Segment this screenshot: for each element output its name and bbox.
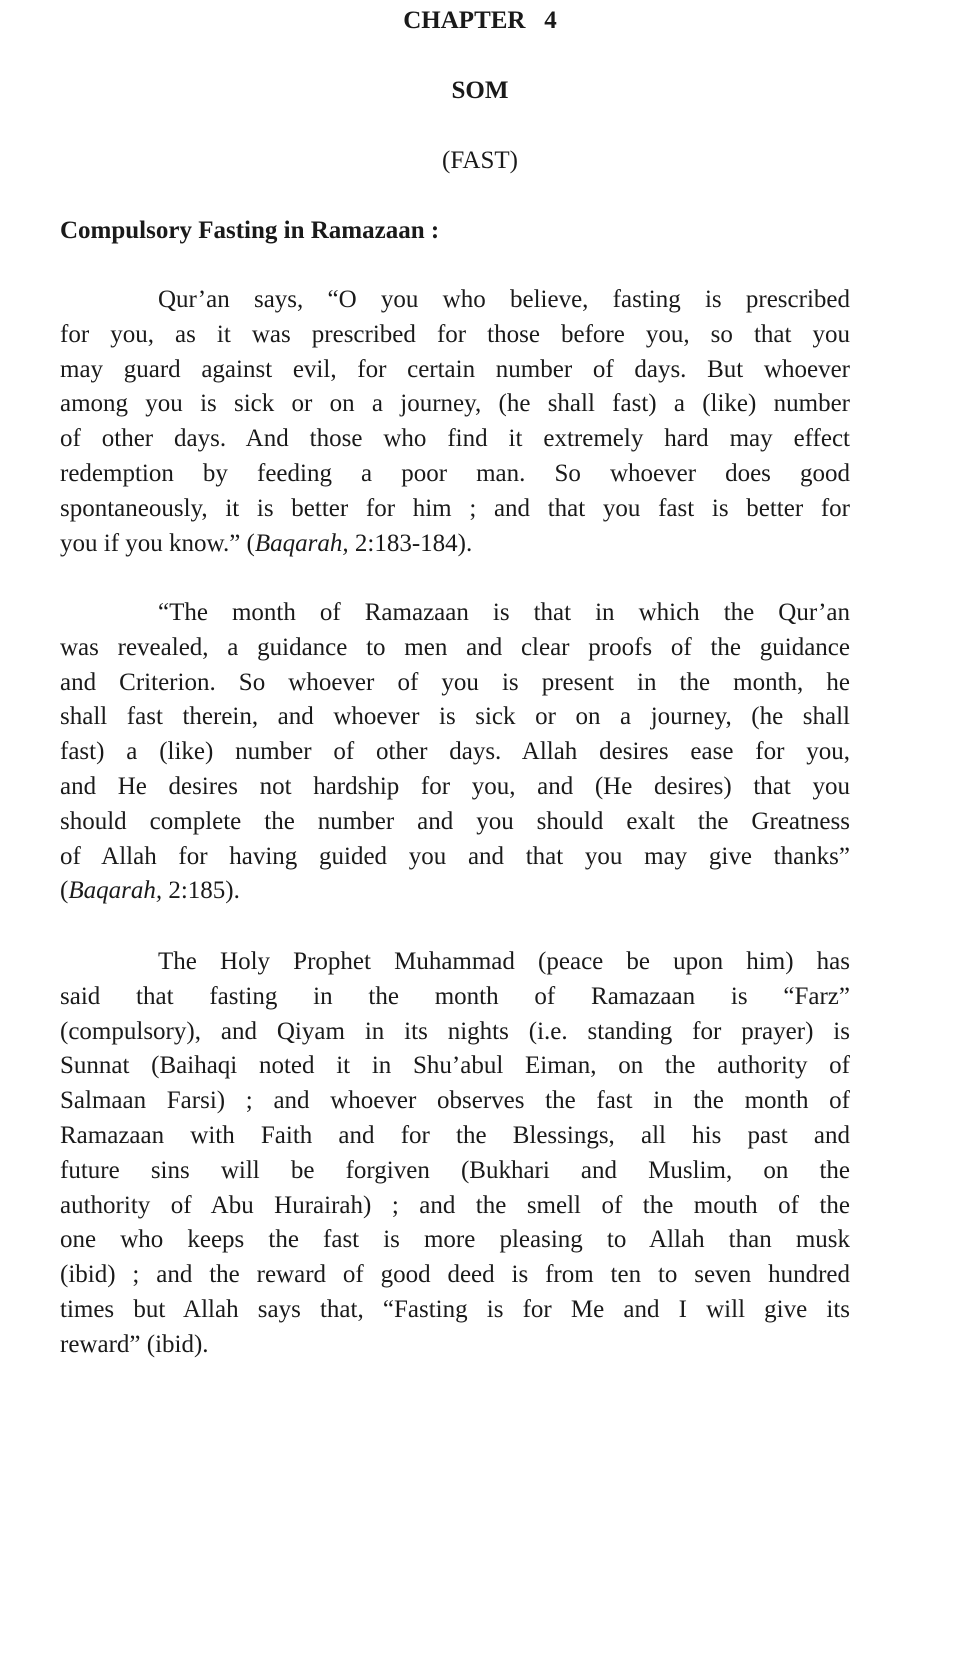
text-line: times but Allah says that, “Fasting is for Me and I will give its bbox=[60, 1295, 850, 1323]
text-line: authority of Abu Hurairah) ; and the smell of the mouth of the bbox=[60, 1191, 850, 1219]
chapter-number: CHAPTER 4 bbox=[403, 7, 557, 34]
paragraph-quran-183-184 bbox=[60, 283, 850, 561]
text-line: for you, as it was prescribed for those before you, so that you bbox=[60, 320, 850, 348]
text-line: and Criterion. So whoever of you is present in the month, he bbox=[60, 668, 850, 696]
text-line: said that fasting in the month of Ramazaan is “Farz” bbox=[60, 982, 850, 1010]
text-line: among you is sick or on a journey, (he shall fast) a (like) number bbox=[60, 390, 850, 418]
text-line: was revealed, a guidance to men and clear proofs of the guidance bbox=[60, 633, 850, 661]
text-line: future sins will be forgiven (Bukhari and Muslim, on the bbox=[60, 1156, 850, 1184]
citation-line: (Baqarah, 2:185). bbox=[60, 877, 240, 905]
text-line: redemption by feeding a poor man. So whoever does good bbox=[60, 459, 850, 487]
text-line: (compulsory), and Qiyam in its nights (i.e. standing for prayer) is bbox=[60, 1017, 850, 1045]
text-line: one who keeps the fast is more pleasing to Allah than musk bbox=[60, 1226, 850, 1254]
citation-source: Baqarah, bbox=[68, 877, 163, 905]
chapter-title: SOM bbox=[451, 77, 509, 104]
paragraph-quran-185 bbox=[60, 596, 850, 909]
text-line: and He desires not hardship for you, and (He desires) that you bbox=[60, 772, 850, 800]
text-line: (ibid) ; and the reward of good deed is from ten to seven hundred bbox=[60, 1261, 850, 1289]
text-line: of other days. And those who find it extremely hard may effect bbox=[60, 425, 850, 453]
text-line: may guard against evil, for certain number of days. But whoever bbox=[60, 355, 850, 383]
text-line: shall fast therein, and whoever is sick or on a journey, (he shall bbox=[60, 703, 850, 731]
chapter-subtitle: (FAST) bbox=[442, 147, 518, 174]
section-heading: Compulsory Fasting in Ramazaan : bbox=[60, 217, 440, 244]
text-line: Salmaan Farsi) ; and whoever observes the fast in the month of bbox=[60, 1087, 850, 1115]
text-line: spontaneously, it is better for him ; and that you fast is better for bbox=[60, 494, 850, 522]
text-line: “The month of Ramazaan is that in which the Qur’an bbox=[158, 599, 850, 626]
citation-line: reward” (ibid). bbox=[60, 1330, 209, 1358]
text-line: Sunnat (Baihaqi noted it in Shu’abul Eiman, on the authority of bbox=[60, 1052, 850, 1080]
text-line: fast) a (like) number of other days. Allah desires ease for you, bbox=[60, 738, 850, 766]
paragraph-hadith bbox=[60, 945, 850, 1363]
text-line: of Allah for having guided you and that you may give thanks” bbox=[60, 842, 850, 870]
text-line: Ramazaan with Faith and for the Blessings, all his past and bbox=[60, 1121, 850, 1149]
text-line: should complete the number and you should exalt the Greatness bbox=[60, 807, 850, 835]
citation-line: you if you know.” (Baqarah, 2:183-184). bbox=[60, 529, 473, 557]
text-line: Qur’an says, “O you who believe, fasting is prescribed bbox=[158, 286, 850, 313]
text-line: The Holy Prophet Muhammad (peace be upon him) has bbox=[158, 948, 850, 975]
citation-source: Baqarah, bbox=[254, 529, 349, 557]
